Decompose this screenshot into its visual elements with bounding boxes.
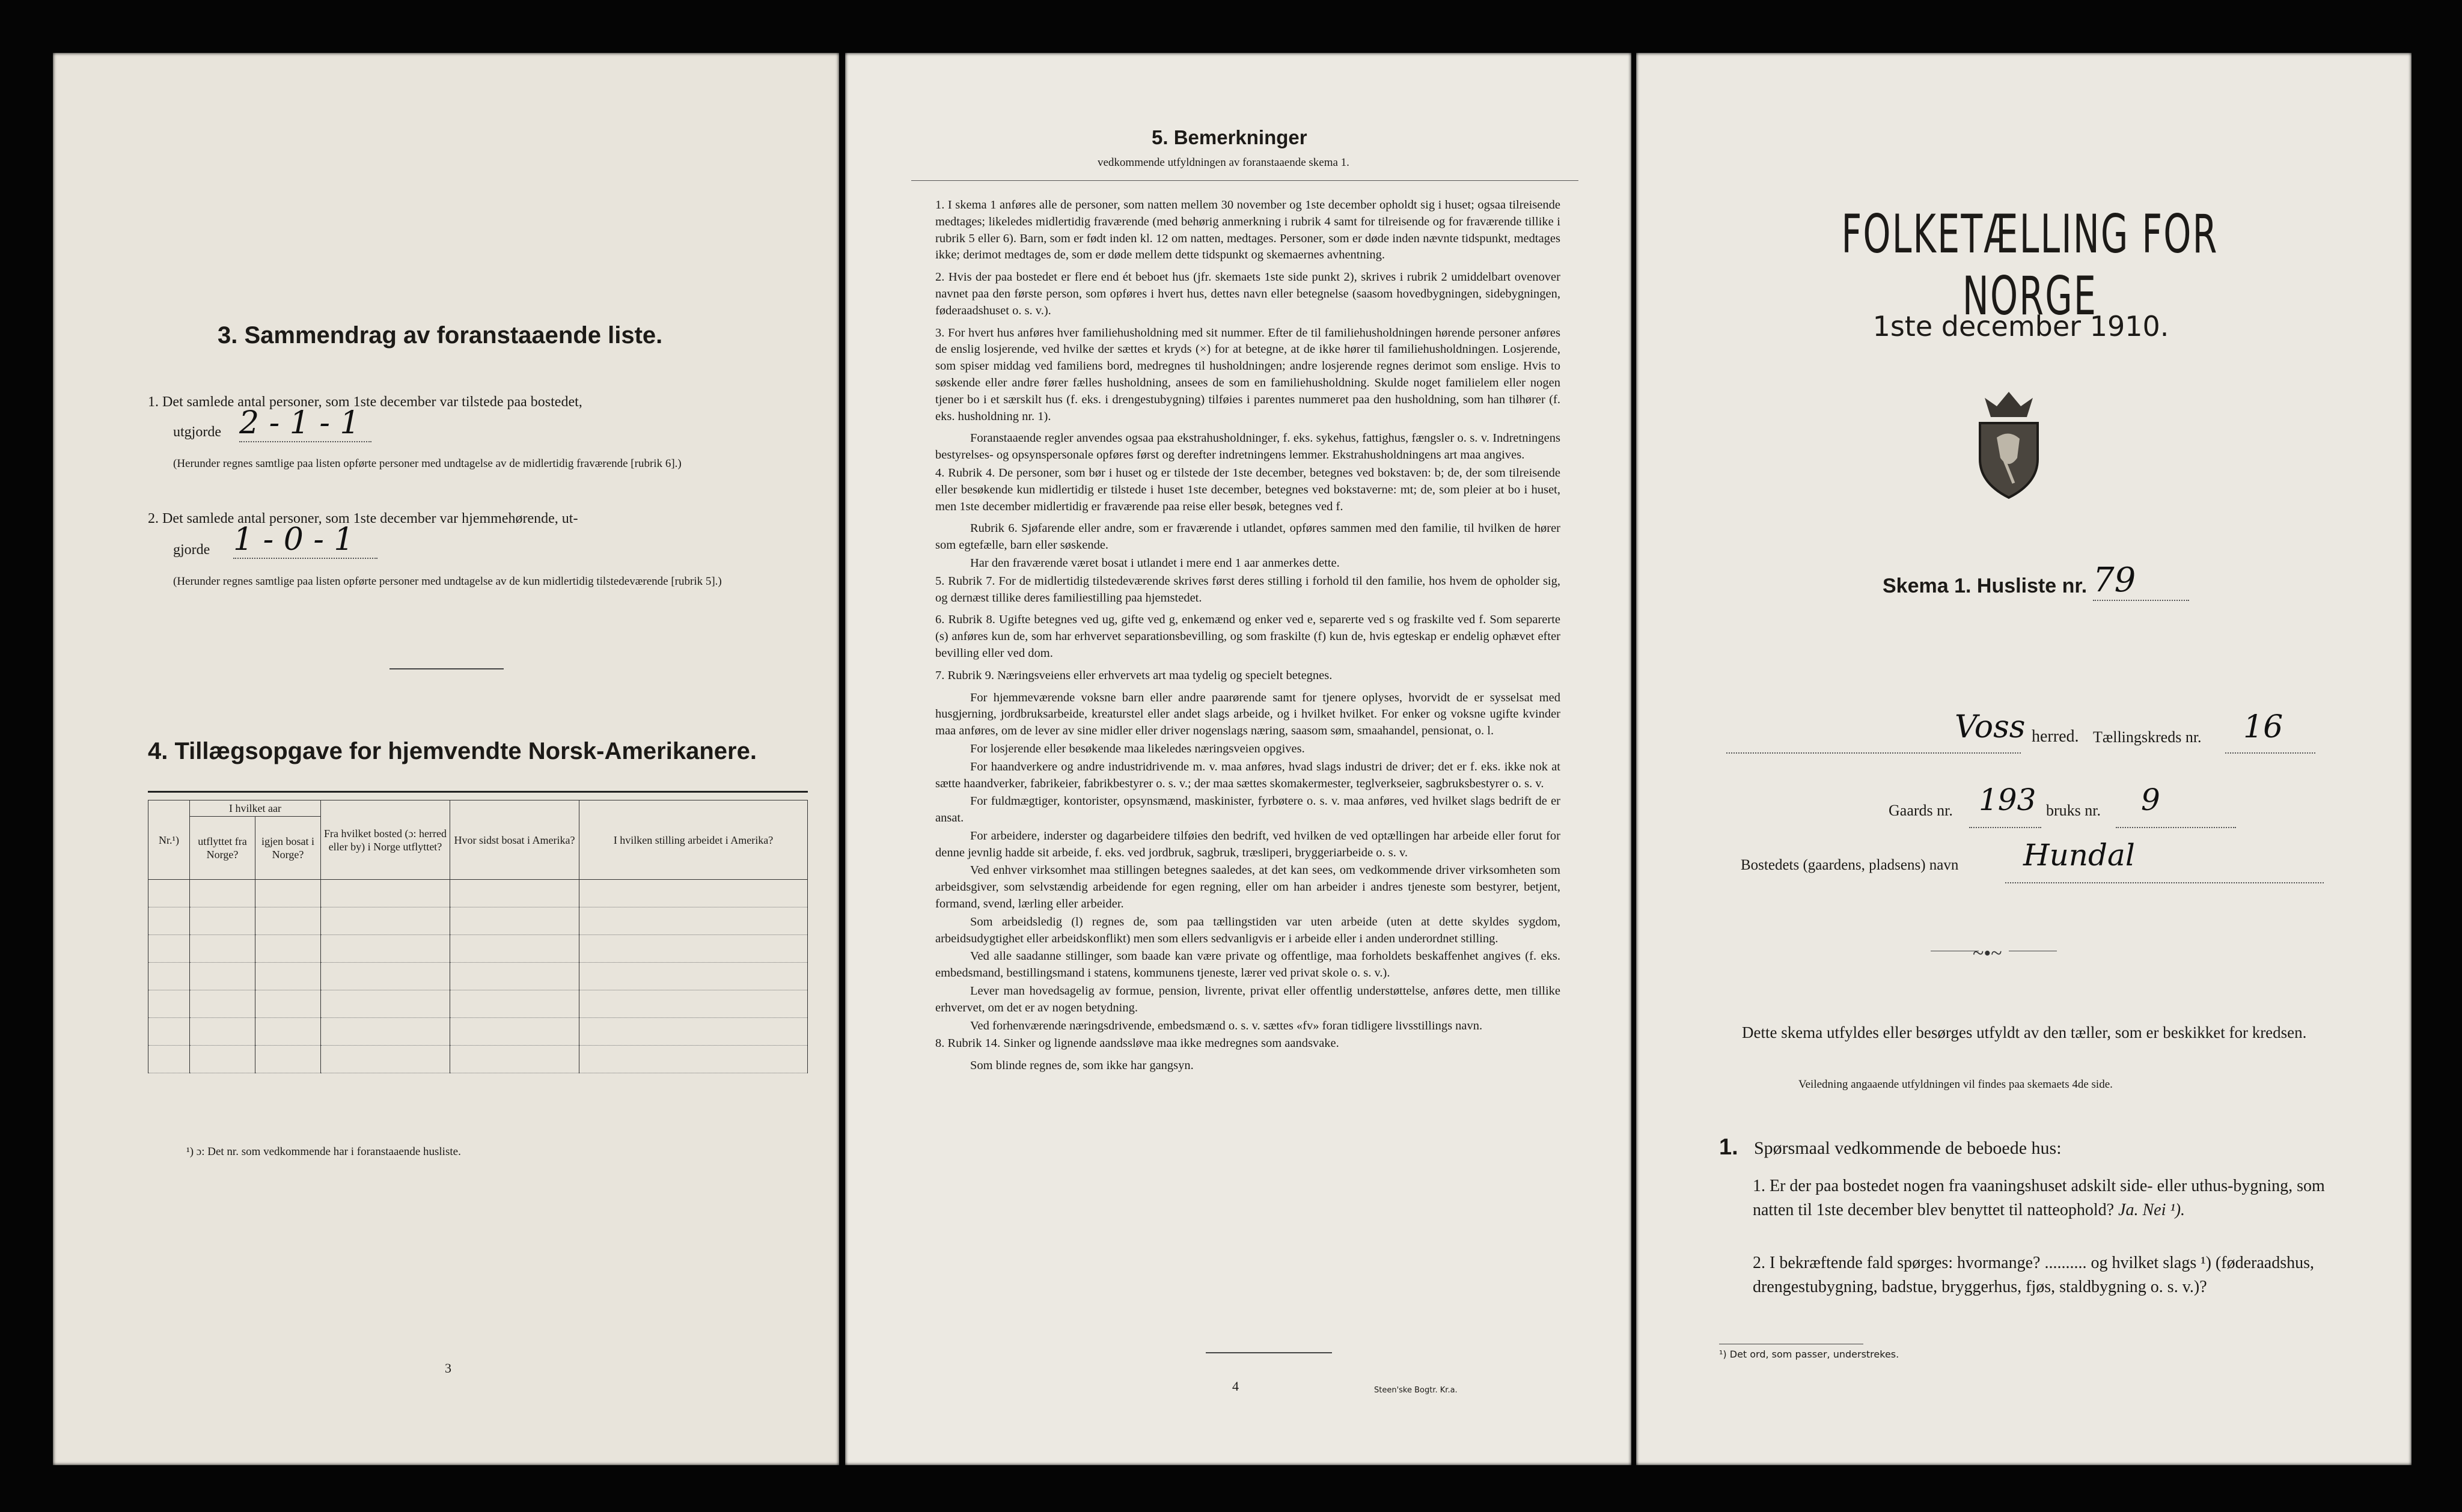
table-row bbox=[148, 990, 808, 1018]
item-2-note: (Herunder regnes samtlige paa listen opførte personer med undtagelse av de kun midlertidig tilstedeværende [rubrik 5].) bbox=[173, 575, 722, 588]
item-1-text: 1. Det samlede antal personer, som 1ste december var tilstede paa bostedet, bbox=[148, 394, 582, 410]
remark-item: Har den fraværende været bosat i utlandet i mere end 1 aar anmerkes dette. bbox=[970, 556, 1340, 570]
table-row bbox=[148, 1018, 808, 1046]
remark-item: For haandverkere og andre industridrivende m. v. maa anføres, hvad slags industri de driver; det er f. eks. ikke nok at sætte haandverker, fabrikeier, fabrikbestyrer o. s. v.; der maa sættes skomakermester, teglverkseier, sagbruksbestyrer o. s. v. bbox=[935, 760, 1560, 790]
page-3 bbox=[53, 53, 839, 1465]
section-4-title: 4. Tillægsopgave for hjemvendte Norsk-Amerikanere. bbox=[148, 738, 757, 764]
ornament-icon: ~•~ bbox=[1973, 942, 2002, 965]
bosted-label: Bostedets (gaardens, pladsens) navn bbox=[1741, 857, 1959, 873]
remark-item: For arbeidere, inderster og dagarbeidere tilføies den bedrift, ved hvilken de ved optællingen har arbeide eller forut for denne jevnlig hadde sit arbeide, f. eks. ved jordbruk, sagbruk, træsliperi, bryggeriarbeide o. s. v. bbox=[935, 829, 1560, 859]
remark-item: Foranstaaende regler anvendes ogsaa paa ekstrahusholdninger, f. eks. sykehus, fattighus, fængsler o. s. v. Indretningens bestyrelses- og opsynspersonale opføres først og derefter indretningens lemmer. Ekstrahusholdningens art maa angives. bbox=[935, 431, 1560, 462]
questions-heading: Spørsmaal vedkommende de beboede hus: bbox=[1754, 1138, 2062, 1158]
col-bosted: Fra hvilket bosted (ɔ: herred eller by) i Norge utflyttet? bbox=[321, 800, 450, 880]
remark-item: Rubrik 6. Sjøfarende eller andre, som er fraværende i utlandet, opføres sammen med den familie, til hvilken de hører som egtefælle, barn eller søskende. bbox=[935, 522, 1560, 552]
question-1-text: 1. Er der paa bostedet nogen fra vaaningshuset adskilt side- eller uthus-bygning, som natten til 1ste december blev benyttet til natteophold? bbox=[1753, 1177, 2325, 1219]
table-row bbox=[148, 935, 808, 963]
remark-item: For fuldmægtiger, kontorister, opsynsmænd, maskinister, fyrbøtere o. s. v. maa anføres, ved hvilket slags bedrift de er ansat. bbox=[935, 794, 1560, 825]
bruks-value: 9 bbox=[2141, 782, 2160, 817]
bosted-value: Hundal bbox=[2023, 838, 2135, 873]
table-row bbox=[148, 880, 808, 907]
col-amerika-bosted: Hvor sidst bosat i Amerika? bbox=[450, 800, 579, 880]
bosted-row bbox=[1741, 838, 2342, 887]
norway-coat-of-arms-icon bbox=[1967, 387, 2051, 501]
herred-value: Voss bbox=[1955, 709, 2026, 745]
remark-item: 3. For hvert hus anføres hver familiehusholdning med sit nummer. Efter de til familiehusholdningen hørende personer anføres de enslig losjerende, ved hvilke der sættes et kryds (×) for at betegne, at de ikke hører til familiehusholdningen. Losjerende, som spiser middag ved familiens bord, medregnes til husholdningen; andre losjerende regnes derimot som enslige. Hvis to søskende eller andre fører fælles husholdning, ansees de som en familiehusholdning. Skulde noget familielem eller nogen tjener bo i et særskilt hus (f. eks. i drengestubygning) tilføies i parentes nummeret paa den husholdning, som han tilhører (f. eks. husholdning nr. 1). bbox=[935, 326, 1560, 423]
remarks-top-rule bbox=[911, 180, 1578, 181]
item-1-label: utgjorde bbox=[173, 424, 221, 440]
page-1-footnote: ¹) Det ord, som passer, understrekes. bbox=[1719, 1349, 1899, 1360]
col-nr: Nr.¹) bbox=[148, 800, 190, 880]
gaards-value: 193 bbox=[1979, 782, 2036, 817]
remark-item: 1. I skema 1 anføres alle de personer, som natten mellem 30 november og 1ste december opholdt sig i huset; ogsaa tilreisende medtages; likeledes midlertidig fraværende (med behørig anmerkning i rubrik 4 samt for tilreisende og for fraværende tillike i rubrik 5 eller 6). Barn, som er født inden kl. 12 om natten, medtages. Personer, som er døde inden nævnte tidspunkt, medtages ikke; derimot medtages de, som er døde mellem dette tidspunkt og skemaernes avhentning. bbox=[935, 198, 1560, 262]
page-number: 3 bbox=[445, 1361, 451, 1376]
col-utflyttet: utflyttet fra Norge? bbox=[190, 817, 255, 880]
remark-item: Som blinde regnes de, som ikke har gangsyn. bbox=[970, 1059, 1194, 1073]
table-row bbox=[148, 1046, 808, 1073]
kreds-label: Tællingskreds nr. bbox=[2093, 728, 2202, 746]
divider bbox=[389, 668, 504, 669]
intro-text: Dette skema utfyldes eller besørges utfyldt av den tæller, som er beskikket for kredsen. bbox=[1742, 1023, 2307, 1041]
remark-item: Lever man hovedsagelig av formue, pension, livrente, privat eller offentlig understøttelse, anføres dette, men tillike erhvervet, om det er av nogen betydning. bbox=[935, 984, 1560, 1014]
col-stilling: I hvilken stilling arbeidet i Amerika? bbox=[579, 800, 808, 880]
form-title: FOLKETÆLLING FOR NORGE bbox=[1841, 203, 2219, 327]
remark-item: 7. Rubrik 9. Næringsveiens eller erhvervets art maa tydelig og specielt betegnes. bbox=[935, 668, 1333, 682]
page-4 bbox=[845, 53, 1631, 1465]
remark-item: 8. Rubrik 14. Sinker og lignende aandssløve maa ikke medregnes som aandsvake. bbox=[935, 1037, 1339, 1050]
page-number: 4 bbox=[1232, 1379, 1239, 1394]
table-row bbox=[148, 963, 808, 990]
kreds-value: 16 bbox=[2243, 709, 2283, 745]
gaards-row bbox=[1889, 782, 2309, 833]
table-row bbox=[148, 907, 808, 935]
questions-number: 1. bbox=[1719, 1135, 1738, 1160]
item-2-label: gjorde bbox=[173, 542, 210, 558]
intro-note: Veiledning angaaende utfyldningen vil findes paa skemaets 4de side. bbox=[1798, 1078, 2113, 1091]
remark-item: 5. Rubrik 7. For de midlertidig tilstedeværende skrives først deres stilling i forhold til den familie, hos hvem de opholder sig, og dernæst tillike deres familiestilling paa hjemstedet. bbox=[935, 574, 1560, 605]
remark-item: 4. Rubrik 4. De personer, som bør i huset og er tilstede der 1ste december, betegnes ved bokstaven: b; de, der som tilreisende eller besøkende kun midlertidig er tilstede i huset 1ste december, betegnes ved bokstaverne: mt; de, som pleier at bo i huset, men 1ste december midlertidig er fraværende paa reise eller besøk, betegnes ved f. bbox=[935, 466, 1560, 513]
item-2-value: 1 - 0 - 1 bbox=[233, 522, 377, 559]
norsk-amerikanere-table bbox=[148, 800, 808, 1073]
bottom-divider bbox=[1206, 1352, 1332, 1353]
remark-item: 6. Rubrik 8. Ugifte betegnes ved ug, gifte ved g, enkemænd og enker ved e, separerte ved s og fraskilte ved f. Som separerte (s) anføres kun de, som har erhvervet separationsbevilling, og som fraskilte (f) kun de, hvis egteskap er endelig ophævet efter bevilling eller ved dom. bbox=[935, 613, 1560, 660]
question-1 bbox=[1753, 1174, 2342, 1222]
form-date: 1ste december 1910. bbox=[1872, 310, 2169, 343]
remark-item: For hjemmeværende voksne barn eller andre paarørende samt for tjenere oplyses, hvorvidt de er sysselsat med husgjerning, jordbruksarbeide, kreaturstel eller andet slags arbeide, og i hvilket hvilket. For enker og voksne ugifte kvinder maa anføres, om de lever av sine midler eller driver nogenslags næring, saasom søm, smaahandel, pensionat, o. l. bbox=[935, 690, 1560, 738]
remark-item: 2. Hvis der paa bostedet er flere end ét beboet hus (jfr. skemaets 1ste side punkt 2), skrives i rubrik 2 umiddelbart ovenover navnet paa den første person, som opføres i hvert hus, dettes navn eller betegnelse (saasom hovedbygningen, sidebygningen, føderaadshuset o. s. v.). bbox=[935, 270, 1560, 317]
remarks-title: 5. Bemerkninger bbox=[1152, 126, 1307, 148]
question-1-answer: Ja. Nei ¹). bbox=[2118, 1201, 2186, 1219]
remarks-subtitle: vedkommende utfyldningen av foranstaaende skema 1. bbox=[1098, 156, 1349, 169]
table-top-rule bbox=[148, 791, 808, 793]
item-2-text: 2. Det samlede antal personer, som 1ste december var hjemmehørende, ut- bbox=[148, 511, 578, 526]
herred-row bbox=[1726, 709, 2357, 756]
remark-item: Som arbeidsledig (l) regnes de, som paa tællingstiden var uten arbeide (uten at dette skyldes sygdom, arbeidsudygtighet eller arbeidskonflikt) men som ellers sedvanligvis er i arbeide eller i anden underordnet stilling. bbox=[935, 915, 1560, 945]
remark-item: Ved enhver virksomhet maa stillingen betegnes saaledes, at det kan sees, om vedkommende driver virksomheten som arbeidsgiver, som selvstændig arbeidende for egen regning, eller om han arbeider i andres tjeneste som bestyrer, betjent, formand, svend, lærling eller arbeider. bbox=[935, 864, 1560, 911]
bruks-label: bruks nr. bbox=[2046, 802, 2101, 819]
page-1 bbox=[1636, 53, 2412, 1465]
col-bosat: igjen bosat i Norge? bbox=[255, 817, 321, 880]
section-3-title: 3. Sammendrag av foranstaaende liste. bbox=[218, 322, 663, 349]
col-group-year: I hvilket aar bbox=[190, 800, 321, 817]
remark-item: Ved alle saadanne stillinger, som baade kan være private og offentlige, maa forholdets beskaffenhet angives (f. eks. embedsmand, bestillingsmand i statens, kommunens tjeneste, lærer ved privat skole o. s. v.). bbox=[935, 950, 1560, 980]
husliste-nr: 79 bbox=[2093, 561, 2189, 601]
remarks-list bbox=[935, 197, 1560, 1076]
table-footnote: ¹) ɔ: Det nr. som vedkommende har i foranstaaende husliste. bbox=[186, 1145, 461, 1158]
remark-item: Ved forhenværende næringsdrivende, embedsmænd o. s. v. sættes «fv» foran tidligere livsstillings navn. bbox=[970, 1019, 1483, 1032]
skema-label: Skema 1. Husliste nr. bbox=[1883, 575, 2088, 597]
question-2: 2. I bekræftende fald spørges: hvormange? .......... og hvilket slags ¹) (føderaadshus, drengestubygning, badstue, bryggerhus, fjøs, staldbygning o. s. v.)? bbox=[1753, 1254, 2314, 1296]
item-1-note: (Herunder regnes samtlige paa listen opførte personer med undtagelse av de midlertidig fraværende [rubrik 6].) bbox=[173, 457, 682, 470]
printer-mark: Steen'ske Bogtr. Kr.a. bbox=[1374, 1386, 1458, 1395]
item-1-value: 2 - 1 - 1 bbox=[239, 405, 371, 442]
remark-item: For losjerende eller besøkende maa likeledes næringsveien opgives. bbox=[970, 742, 1305, 755]
herred-label: herred. bbox=[2032, 727, 2079, 746]
gaards-label: Gaards nr. bbox=[1889, 802, 1953, 819]
